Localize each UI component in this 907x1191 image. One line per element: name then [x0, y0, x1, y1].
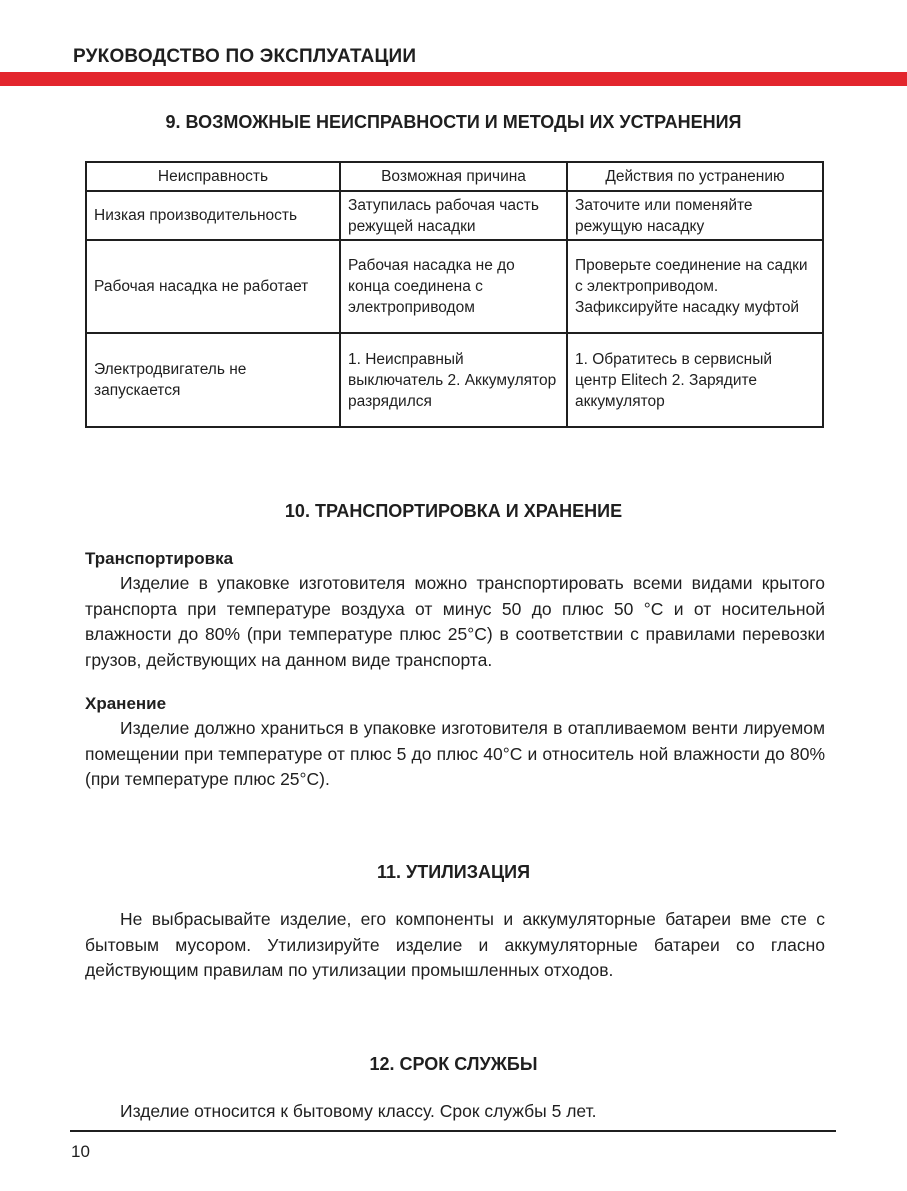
section-9-title: 9. ВОЗМОЖНЫЕ НЕИСПРАВНОСТИ И МЕТОДЫ ИХ УСТРАНЕНИЯ [165, 112, 742, 132]
section-11-title: 11. УТИЛИЗАЦИЯ [376, 862, 531, 882]
document-header-title: РУКОВОДСТВО ПО ЭКСПЛУАТАЦИИ [73, 46, 417, 67]
storage-heading: Хранение [85, 694, 167, 713]
page-number: 10 [71, 1142, 90, 1161]
table-cell: Проверьте соединение на садки с электроприводом. Зафиксируйте насадку муфтой [567, 240, 823, 333]
column-header: Неисправность [86, 162, 340, 191]
header-accent-bar [0, 72, 907, 86]
faults-table [85, 161, 824, 428]
table-row [86, 240, 823, 333]
table-row [86, 191, 823, 240]
table-cell: 1. Неисправный выключатель 2. Аккумулятор разрядился [340, 333, 567, 427]
footer-divider [70, 1130, 836, 1132]
table-cell: Рабочая насадка не до конца соединена с электроприводом [340, 240, 567, 333]
table-cell: Рабочая насадка не работает [86, 240, 340, 333]
table-cell: 1. Обратитесь в сервисный центр Elitech 2. Зарядите аккумулятор [567, 333, 823, 427]
service-life-text: Изделие относится к бытовому классу. Срок службы 5 лет. [120, 1101, 597, 1121]
service-life-paragraph [85, 1099, 825, 1125]
table-row [86, 333, 823, 427]
disposal-text: Не выбрасывайте изделие, его компоненты и аккумуляторные батареи вме сте с бытовым мусором. Утилизируйте изделие и аккумуляторные батареи со гласно действующим правилам по утилизации промышленных отходов. [85, 909, 825, 980]
section-10-title: 10. ТРАНСПОРТИРОВКА И ХРАНЕНИЕ [284, 501, 623, 521]
storage-paragraph [85, 716, 825, 793]
transport-heading: Транспортировка [85, 549, 234, 568]
section-12-title: 12. СРОК СЛУЖБЫ [369, 1054, 538, 1074]
disposal-paragraph [85, 907, 825, 984]
table-cell: Электродвигатель не запускается [86, 333, 340, 427]
table-header-row [86, 162, 823, 191]
table-cell: Затупилась рабочая часть режущей насадки [340, 191, 567, 240]
column-header: Действия по устранению [567, 162, 823, 191]
table-cell: Низкая производительность [86, 191, 340, 240]
transport-text: Изделие в упаковке изготовителя можно транспортировать всеми видами крытого транспорта при температуре воздуха от минус 50 до плюс 50 °С и от носительной влажности до 80% (при температуре плюс 25°С) в соответствии с правилами перевозки грузов, действующих на данном виде транспорта. [85, 573, 825, 670]
table-cell: Заточите или поменяйте режущую насадку [567, 191, 823, 240]
storage-text: Изделие должно храниться в упаковке изготовителя в отапливаемом венти лируемом помещении при температуре от плюс 5 до плюс 40°С и относитель ной влажности до 80% (при температуре плюс 25°С). [85, 718, 825, 789]
column-header: Возможная причина [340, 162, 567, 191]
transport-paragraph [85, 571, 825, 673]
